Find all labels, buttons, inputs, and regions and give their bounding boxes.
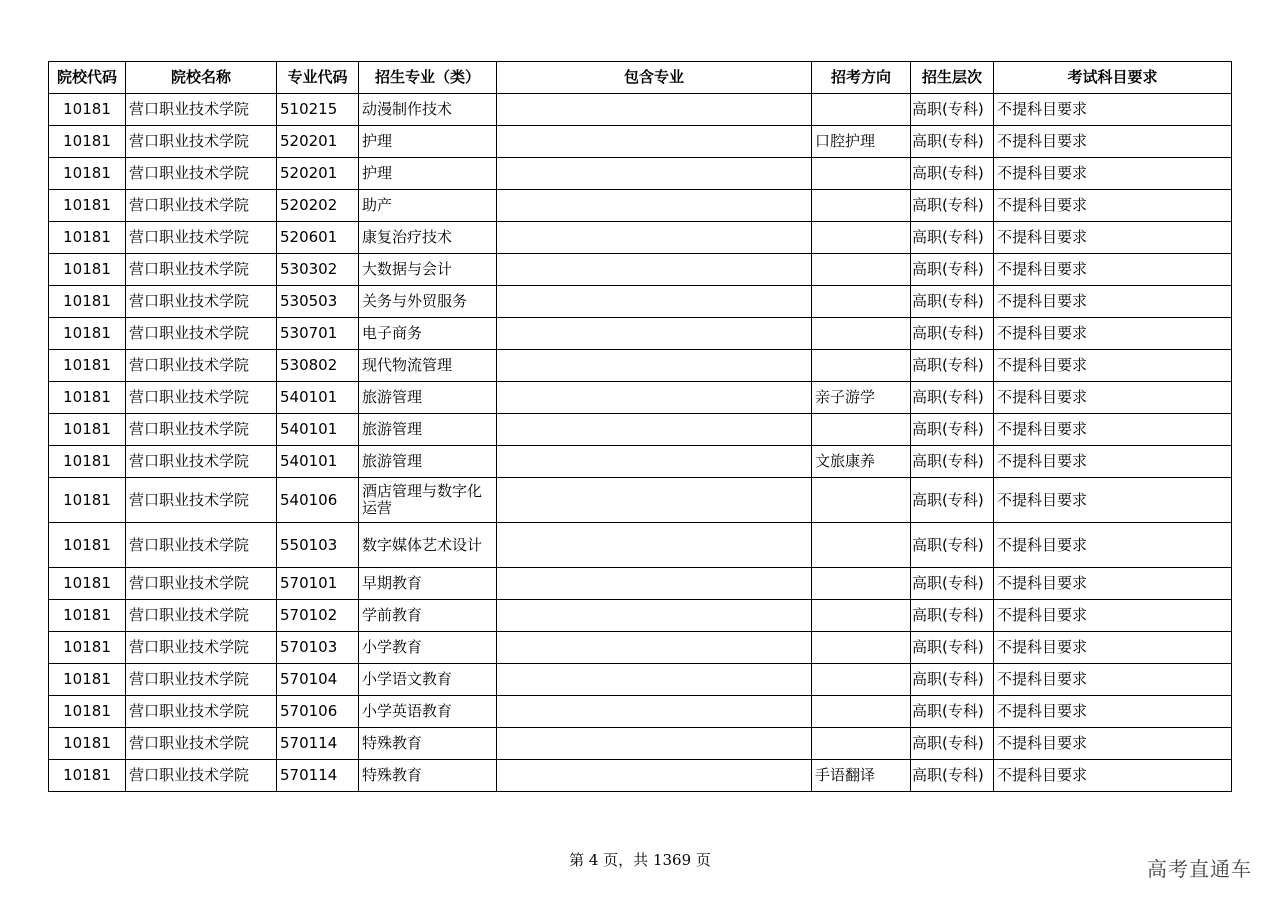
cell-direction xyxy=(812,600,911,632)
table-row xyxy=(49,414,1232,446)
cell-school-name: 营口职业技术学院 xyxy=(126,696,277,728)
cell-requirement: 不提科目要求 xyxy=(994,126,1232,158)
cell-school-name: 营口职业技术学院 xyxy=(126,632,277,664)
cell-school-code: 10181 xyxy=(49,664,126,696)
table-row xyxy=(49,523,1232,568)
cell-level: 高职(专科) xyxy=(911,126,994,158)
cell-requirement: 不提科目要求 xyxy=(994,728,1232,760)
cell-school-name: 营口职业技术学院 xyxy=(126,600,277,632)
header-level: 招生层次 xyxy=(911,62,994,94)
cell-major-code: 570114 xyxy=(277,760,359,792)
cell-requirement: 不提科目要求 xyxy=(994,696,1232,728)
cell-school-code: 10181 xyxy=(49,158,126,190)
cell-included-majors xyxy=(497,350,812,382)
table-row xyxy=(49,286,1232,318)
cell-requirement: 不提科目要求 xyxy=(994,478,1232,523)
page-number: 第 4 页，共 1369 页 xyxy=(569,851,711,869)
cell-major: 护理 xyxy=(359,158,497,190)
cell-level: 高职(专科) xyxy=(911,254,994,286)
cell-school-code: 10181 xyxy=(49,568,126,600)
cell-major: 旅游管理 xyxy=(359,414,497,446)
table-row xyxy=(49,728,1232,760)
cell-included-majors xyxy=(497,158,812,190)
cell-school-code: 10181 xyxy=(49,414,126,446)
cell-major: 数字媒体艺术设计 xyxy=(359,523,497,568)
cell-major: 护理 xyxy=(359,126,497,158)
cell-school-code: 10181 xyxy=(49,696,126,728)
cell-direction xyxy=(812,158,911,190)
cell-major-code: 550103 xyxy=(277,523,359,568)
cell-major-code: 540101 xyxy=(277,382,359,414)
table-header-row xyxy=(49,62,1232,94)
cell-major-code: 570103 xyxy=(277,632,359,664)
cell-direction: 亲子游学 xyxy=(812,382,911,414)
cell-school-name: 营口职业技术学院 xyxy=(126,568,277,600)
table-row xyxy=(49,318,1232,350)
cell-level: 高职(专科) xyxy=(911,760,994,792)
table-row xyxy=(49,222,1232,254)
cell-school-name: 营口职业技术学院 xyxy=(126,126,277,158)
cell-direction xyxy=(812,190,911,222)
cell-major: 康复治疗技术 xyxy=(359,222,497,254)
table-row xyxy=(49,664,1232,696)
cell-school-name: 营口职业技术学院 xyxy=(126,254,277,286)
header-school-name: 院校名称 xyxy=(126,62,277,94)
cell-major: 特殊教育 xyxy=(359,728,497,760)
cell-included-majors xyxy=(497,600,812,632)
cell-major: 小学语文教育 xyxy=(359,664,497,696)
cell-major: 关务与外贸服务 xyxy=(359,286,497,318)
cell-requirement: 不提科目要求 xyxy=(994,600,1232,632)
header-requirement: 考试科目要求 xyxy=(994,62,1232,94)
cell-included-majors xyxy=(497,728,812,760)
cell-requirement: 不提科目要求 xyxy=(994,190,1232,222)
cell-included-majors xyxy=(497,382,812,414)
cell-level: 高职(专科) xyxy=(911,446,994,478)
cell-included-majors xyxy=(497,664,812,696)
cell-school-code: 10181 xyxy=(49,728,126,760)
cell-requirement: 不提科目要求 xyxy=(994,350,1232,382)
cell-included-majors xyxy=(497,254,812,286)
cell-level: 高职(专科) xyxy=(911,600,994,632)
cell-school-name: 营口职业技术学院 xyxy=(126,414,277,446)
cell-level: 高职(专科) xyxy=(911,664,994,696)
cell-major-code: 530302 xyxy=(277,254,359,286)
cell-major: 旅游管理 xyxy=(359,446,497,478)
cell-requirement: 不提科目要求 xyxy=(994,446,1232,478)
cell-school-name: 营口职业技术学院 xyxy=(126,350,277,382)
cell-school-name: 营口职业技术学院 xyxy=(126,382,277,414)
cell-direction xyxy=(812,568,911,600)
cell-direction: 文旅康养 xyxy=(812,446,911,478)
cell-direction xyxy=(812,254,911,286)
cell-major: 小学教育 xyxy=(359,632,497,664)
cell-major: 电子商务 xyxy=(359,318,497,350)
cell-requirement: 不提科目要求 xyxy=(994,523,1232,568)
cell-major: 酒店管理与数字化运营 xyxy=(359,478,497,523)
cell-school-name: 营口职业技术学院 xyxy=(126,286,277,318)
cell-level: 高职(专科) xyxy=(911,568,994,600)
cell-direction xyxy=(812,664,911,696)
cell-major-code: 570102 xyxy=(277,600,359,632)
cell-school-name: 营口职业技术学院 xyxy=(126,760,277,792)
cell-school-code: 10181 xyxy=(49,632,126,664)
cell-direction xyxy=(812,222,911,254)
table-row xyxy=(49,632,1232,664)
cell-included-majors xyxy=(497,478,812,523)
cell-level: 高职(专科) xyxy=(911,632,994,664)
table-row xyxy=(49,446,1232,478)
table-row xyxy=(49,600,1232,632)
cell-school-name: 营口职业技术学院 xyxy=(126,94,277,126)
table-row xyxy=(49,696,1232,728)
cell-level: 高职(专科) xyxy=(911,728,994,760)
cell-major-code: 570104 xyxy=(277,664,359,696)
cell-direction xyxy=(812,632,911,664)
cell-included-majors xyxy=(497,760,812,792)
cell-school-code: 10181 xyxy=(49,523,126,568)
cell-direction: 手语翻译 xyxy=(812,760,911,792)
cell-direction xyxy=(812,414,911,446)
header-direction: 招考方向 xyxy=(812,62,911,94)
cell-included-majors xyxy=(497,696,812,728)
cell-major-code: 530701 xyxy=(277,318,359,350)
cell-included-majors xyxy=(497,318,812,350)
cell-direction xyxy=(812,728,911,760)
cell-requirement: 不提科目要求 xyxy=(994,414,1232,446)
cell-major: 助产 xyxy=(359,190,497,222)
cell-school-code: 10181 xyxy=(49,190,126,222)
cell-major: 小学英语教育 xyxy=(359,696,497,728)
cell-major-code: 540101 xyxy=(277,446,359,478)
table-row xyxy=(49,350,1232,382)
table-row xyxy=(49,254,1232,286)
cell-major-code: 570101 xyxy=(277,568,359,600)
cell-school-name: 营口职业技术学院 xyxy=(126,158,277,190)
cell-major-code: 520202 xyxy=(277,190,359,222)
cell-school-code: 10181 xyxy=(49,760,126,792)
cell-included-majors xyxy=(497,286,812,318)
cell-included-majors xyxy=(497,126,812,158)
cell-major-code: 520201 xyxy=(277,126,359,158)
cell-major-code: 520601 xyxy=(277,222,359,254)
cell-level: 高职(专科) xyxy=(911,478,994,523)
cell-included-majors xyxy=(497,94,812,126)
cell-level: 高职(专科) xyxy=(911,523,994,568)
cell-requirement: 不提科目要求 xyxy=(994,760,1232,792)
cell-school-code: 10181 xyxy=(49,446,126,478)
cell-direction xyxy=(812,94,911,126)
watermark: 高考直通车 xyxy=(1147,857,1252,881)
cell-included-majors xyxy=(497,414,812,446)
cell-school-code: 10181 xyxy=(49,94,126,126)
table-row xyxy=(49,94,1232,126)
cell-included-majors xyxy=(497,632,812,664)
cell-included-majors xyxy=(497,568,812,600)
cell-major: 旅游管理 xyxy=(359,382,497,414)
cell-direction xyxy=(812,523,911,568)
cell-requirement: 不提科目要求 xyxy=(994,222,1232,254)
header-included-majors: 包含专业 xyxy=(497,62,812,94)
cell-major: 大数据与会计 xyxy=(359,254,497,286)
cell-major-code: 530503 xyxy=(277,286,359,318)
cell-school-name: 营口职业技术学院 xyxy=(126,523,277,568)
cell-requirement: 不提科目要求 xyxy=(994,632,1232,664)
cell-direction xyxy=(812,286,911,318)
cell-direction xyxy=(812,350,911,382)
cell-level: 高职(专科) xyxy=(911,696,994,728)
cell-level: 高职(专科) xyxy=(911,158,994,190)
cell-major: 现代物流管理 xyxy=(359,350,497,382)
cell-school-name: 营口职业技术学院 xyxy=(126,190,277,222)
cell-school-code: 10181 xyxy=(49,254,126,286)
cell-major: 学前教育 xyxy=(359,600,497,632)
cell-included-majors xyxy=(497,523,812,568)
cell-major-code: 540106 xyxy=(277,478,359,523)
cell-level: 高职(专科) xyxy=(911,350,994,382)
cell-level: 高职(专科) xyxy=(911,286,994,318)
cell-major-code: 570114 xyxy=(277,728,359,760)
cell-school-name: 营口职业技术学院 xyxy=(126,446,277,478)
table-row xyxy=(49,478,1232,523)
cell-school-code: 10181 xyxy=(49,222,126,254)
cell-level: 高职(专科) xyxy=(911,94,994,126)
table-row xyxy=(49,158,1232,190)
cell-school-name: 营口职业技术学院 xyxy=(126,318,277,350)
cell-requirement: 不提科目要求 xyxy=(994,664,1232,696)
cell-included-majors xyxy=(497,222,812,254)
cell-direction xyxy=(812,478,911,523)
cell-school-name: 营口职业技术学院 xyxy=(126,664,277,696)
cell-direction xyxy=(812,696,911,728)
cell-level: 高职(专科) xyxy=(911,414,994,446)
cell-school-name: 营口职业技术学院 xyxy=(126,222,277,254)
cell-school-code: 10181 xyxy=(49,382,126,414)
cell-direction xyxy=(812,318,911,350)
header-major: 招生专业（类） xyxy=(359,62,497,94)
cell-school-code: 10181 xyxy=(49,600,126,632)
cell-requirement: 不提科目要求 xyxy=(994,568,1232,600)
admissions-table xyxy=(48,61,1232,792)
cell-requirement: 不提科目要求 xyxy=(994,286,1232,318)
table-row xyxy=(49,190,1232,222)
cell-requirement: 不提科目要求 xyxy=(994,158,1232,190)
cell-major-code: 530802 xyxy=(277,350,359,382)
cell-direction: 口腔护理 xyxy=(812,126,911,158)
table-row xyxy=(49,126,1232,158)
cell-major: 特殊教育 xyxy=(359,760,497,792)
cell-major: 早期教育 xyxy=(359,568,497,600)
header-major-code: 专业代码 xyxy=(277,62,359,94)
cell-level: 高职(专科) xyxy=(911,318,994,350)
cell-major-code: 510215 xyxy=(277,94,359,126)
cell-school-code: 10181 xyxy=(49,126,126,158)
cell-major: 动漫制作技术 xyxy=(359,94,497,126)
cell-school-name: 营口职业技术学院 xyxy=(126,478,277,523)
cell-school-code: 10181 xyxy=(49,478,126,523)
cell-included-majors xyxy=(497,190,812,222)
header-school-code: 院校代码 xyxy=(49,62,126,94)
cell-level: 高职(专科) xyxy=(911,222,994,254)
cell-school-code: 10181 xyxy=(49,286,126,318)
cell-level: 高职(专科) xyxy=(911,382,994,414)
cell-school-name: 营口职业技术学院 xyxy=(126,728,277,760)
cell-requirement: 不提科目要求 xyxy=(994,254,1232,286)
cell-requirement: 不提科目要求 xyxy=(994,382,1232,414)
cell-major-code: 540101 xyxy=(277,414,359,446)
cell-school-code: 10181 xyxy=(49,350,126,382)
table-row xyxy=(49,568,1232,600)
table-row xyxy=(49,760,1232,792)
cell-major-code: 520201 xyxy=(277,158,359,190)
cell-requirement: 不提科目要求 xyxy=(994,94,1232,126)
cell-major-code: 570106 xyxy=(277,696,359,728)
cell-included-majors xyxy=(497,446,812,478)
table-row xyxy=(49,382,1232,414)
cell-requirement: 不提科目要求 xyxy=(994,318,1232,350)
cell-level: 高职(专科) xyxy=(911,190,994,222)
table-body xyxy=(49,94,1232,792)
cell-school-code: 10181 xyxy=(49,318,126,350)
